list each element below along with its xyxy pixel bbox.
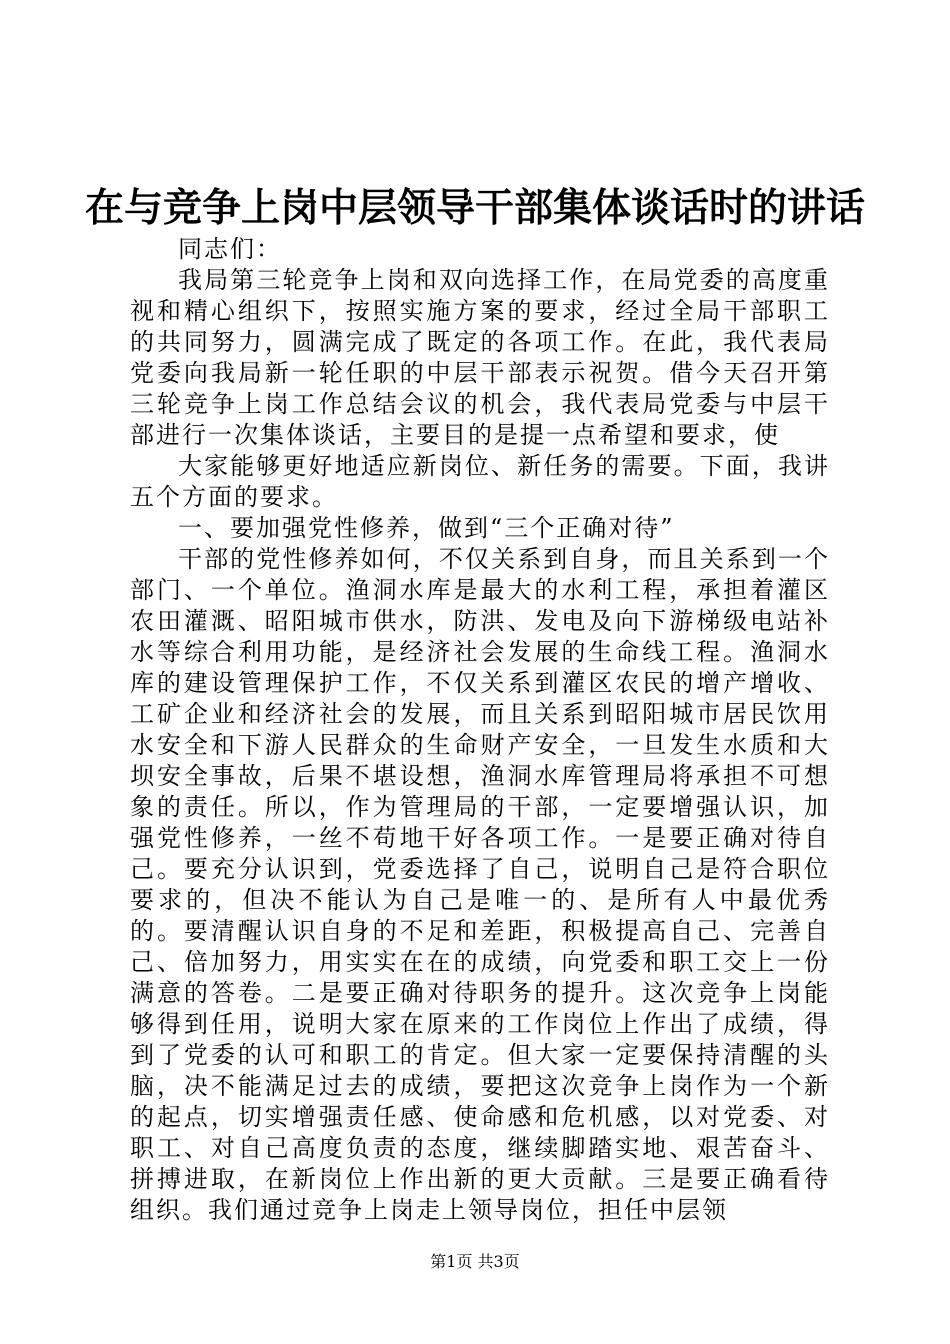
body-paragraph: 干部的党性修养如何，不仅关系到自身，而且关系到一个部门、一个单位。渔洞水库是最大的水利工程，承担着灌区农田灌溉、昭阳城市供水，防洪、发电及向下游梯级电站补水等综合利用功能，是经济社会发展的生命线工程。渔洞水库的建设管理保护工作，不仅关系到灌区农民的增产增收、工矿企业和经济社会的发展，而且关系到昭阳城市居民饮用水安全和下游人民群众的生命财产安全，一旦发生水质和大坝安全事故，后果不堪设想，渔洞水库管理局将承担不可想象的责任。所以，作为管理局的干部，一定要增强认识，加强党性修养，一丝不苟地干好各项工作。一是要正确对待自己。要充分认识到，党委选择了自己，说明自己是符合职位要求的，但决不能认为自己是唯一的、是所有人中最优秀的。要清醒认识自身的不足和差距，积极提高自己、完善自己、倍加努力，用实实在在的成绩，向党委和职工交上一份满意的答卷。二是要正确对待职务的提升。这次竞争上岗能够得到任用，说明大家在原来的工作岗位上作出了成绩，得到了党委的认可和职工的肯定。但大家一定要保持清醒的头脑，决不能满足过去的成绩，要把这次竞争上岗作为一个新的起点，切实增强责任感、使命感和危机感，以对党委、对职工、对自己高度负责的态度，继续脚踏实地、艰苦奋斗、拼搏进取，在新岗位上作出新的更大贡献。三是要正确看待组织。我们通过竞争上岗走上领导岗位，担任中层领 — [130, 545, 830, 1224]
document-body — [130, 234, 830, 1226]
body-paragraph: 大家能够更好地适应新岗位、新任务的需要。下面，我讲五个方面的要求。 — [130, 452, 830, 511]
page-number-footer: 第1页 共3页 — [430, 1252, 520, 1271]
document-title: 在与竞争上岗中层领导干部集体谈话时的讲话 — [84, 185, 865, 231]
body-paragraph: 我局第三轮竞争上岗和双向选择工作，在局党委的高度重视和精心组织下，按照实施方案的要求，经过全局干部职工的共同努力，圆满完成了既定的各项工作。在此，我代表局党委向我局新一轮任职的中层干部表示祝贺。借今天召开第三轮竞争上岗工作总结会议的机会，我代表局党委与中层干部进行一次集体谈话，主要目的是提一点希望和要求，使 — [130, 266, 830, 449]
salutation-paragraph: 同志们： — [178, 235, 282, 263]
section-heading: 一、要加强党性修养，做到“三个正确对待” — [178, 514, 675, 542]
